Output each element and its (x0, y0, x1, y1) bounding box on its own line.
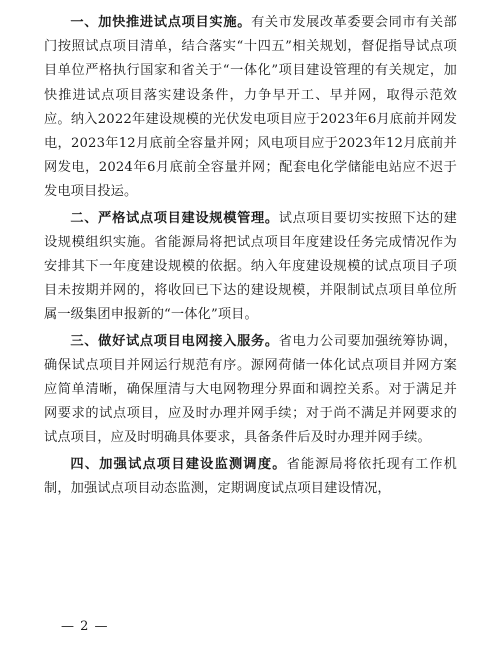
section-4 (44, 453, 457, 501)
section-2 (44, 207, 457, 328)
section-2-body: 试点项目要切实按照下达的建设规模组织实施。省能源局将把试点项目年度建设任务完成情况作为安排其下一年度建设规模的依据。纳入年度建设规模的试点项目子项目未按期并网的，将收回已下达的建设规模，并限制试点项目单位所属一级集团申报新的“一体化”项目。 (44, 210, 457, 323)
section-1-heading: 一、加快推进试点项目实施。 (70, 15, 252, 30)
section-1 (44, 11, 457, 205)
section-2-heading: 二、严格试点项目建设规模管理。 (70, 210, 279, 226)
section-3-body: 省电力公司要加强统筹协调，确保试点项目并网运行规范有序。源网荷储一体化试点项目并网方案应简单清晰，确保厘清与大电网物理分界面和调控关系。对于满足并网要求的试点项目，应及时办理并网手续；对于尚不满足并网要求的试点项目，应及时明确具体要求，具备条件后及时办理并网手续。 (44, 333, 457, 446)
section-4-body: 省能源局将依托现有工作机制，加强试点项目动态监测，定期调度试点项目建设情况， (44, 456, 457, 496)
section-4-heading: 四、加强试点项目建设监测调度。 (70, 456, 287, 472)
section-3-heading: 三、做好试点项目电网接入服务。 (70, 333, 279, 349)
section-3 (44, 330, 457, 451)
section-1-body: 有关市发展改革委要会同市有关部门按照试点项目清单，结合落实“十四五”相关规划，督促指导试点项目单位严格执行国家和省关于“一体化”项目建设管理的有关规定，加快推进试点项目落实建设条件，力争早开工、早并网，取得示范效应。纳入2022年建设规模的光伏发电项目应于2023年6月底前并网发电，2023年12月底前全容量并网；风电项目应于2023年12月底前并网发电，2024年6月底前全容量并网；配套电化学储能电站应不迟于发电项目投运。 (44, 15, 457, 200)
page-number: — 2 — (61, 619, 109, 634)
